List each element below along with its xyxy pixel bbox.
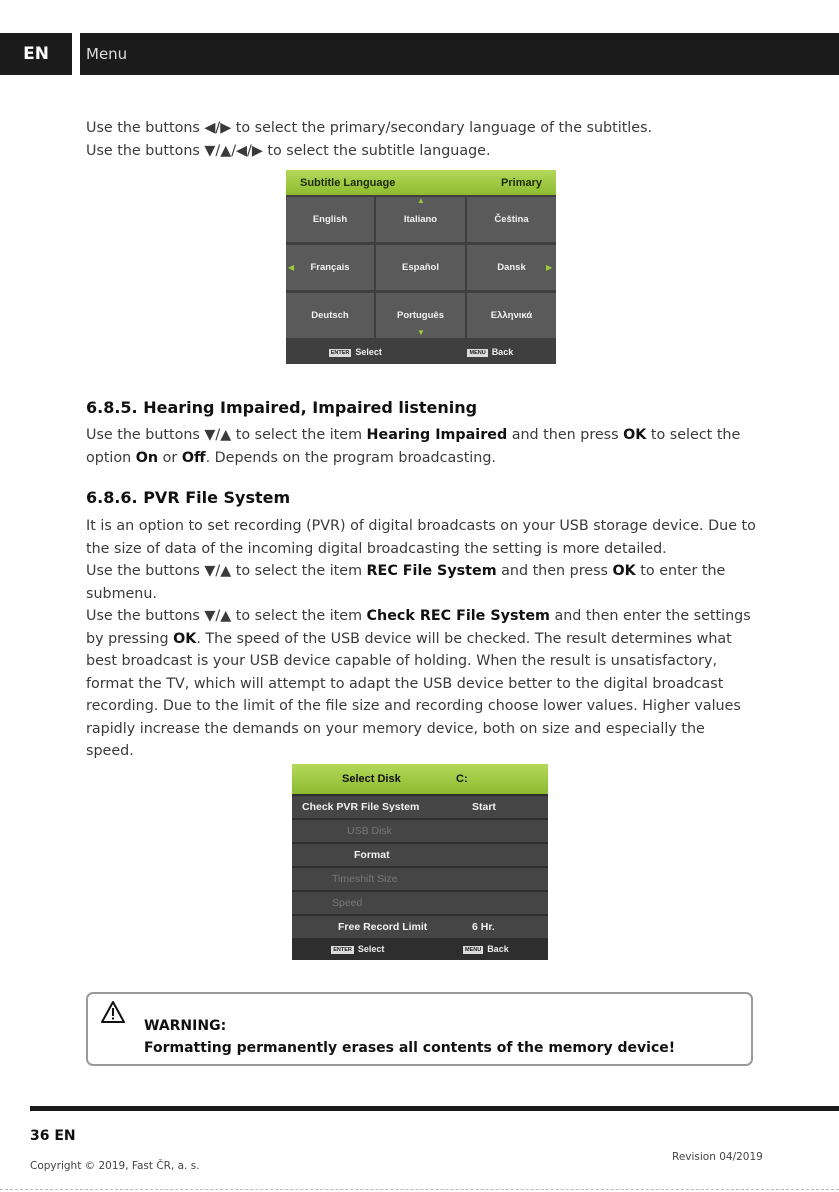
free-record-limit-row[interactable]: Free Record Limit 6 Hr. [292, 916, 548, 938]
language-grid [286, 197, 556, 338]
subtitle-panel-header [286, 170, 556, 195]
section-paragraph: It is an option to set recording (PVR) of digital broadcasts on your USB storage device. Due to the size of data of the incoming digital broadcasting the setting is more detailed. [86, 518, 756, 557]
warning-icon [100, 1000, 126, 1024]
section-paragraph: Use the buttons ▼/▲ to select the item REC File System and then press OK to enter the submenu. [86, 563, 726, 602]
select-disk-row[interactable] [292, 764, 548, 794]
section-paragraph: Use the buttons ▼/▲ to select the item Check REC File System and then enter the settings by pressing OK. The speed of the USB device will be checked. The result determines what best broadcast is your USB device capable of holding. When the result is unsatisfactory, format the TV, which will attempt to adapt the USB device better to the digital broadcast recording. Due to the limit of the file size and recording choose lower values. Higher values rapidly increase the demands on your memory device, both on size and especially the speed. [86, 608, 751, 759]
check-pvr-row[interactable]: Check PVR File System Start [292, 796, 548, 818]
menu-key-icon: MENU [464, 946, 482, 953]
language-option[interactable]: Ελληνικά [467, 293, 556, 338]
revision: Revision 04/2019 [672, 1151, 763, 1163]
language-option[interactable]: English [286, 197, 374, 242]
enter-key-icon: ENTER [333, 946, 352, 953]
subtitle-panel-footer [286, 340, 556, 364]
section-6-8-6 [86, 488, 756, 763]
select-disk-value: C: [456, 773, 468, 785]
arrow-down-icon: ▼ [417, 328, 425, 337]
header-divider [72, 33, 80, 75]
language-option[interactable]: Dansk [467, 245, 556, 290]
intro-line-2: Use the buttons ▼/▲/◀/▶ to select the subtitle language. [86, 142, 491, 159]
speed-row: Speed [292, 892, 548, 914]
language-option[interactable]: Italiano [376, 197, 465, 242]
arrow-left-icon: ◀ [288, 263, 295, 272]
warning-text: Formatting permanently erases all contents of the memory device! [144, 1040, 676, 1056]
back-hint: MENU Back [469, 347, 514, 357]
select-hint: ENTER Select [333, 944, 385, 954]
language-option[interactable]: Español [376, 245, 465, 290]
select-disk-label: Select Disk [342, 773, 401, 785]
subtitle-language-panel [286, 170, 556, 364]
section-heading: 6.8.5. Hearing Impaired, Impaired listening [86, 398, 478, 417]
page-number: 36 EN [30, 1128, 76, 1144]
arrow-right-icon: ▶ [546, 263, 553, 272]
section-heading: 6.8.6. PVR File System [86, 488, 291, 507]
cut-line [0, 1189, 839, 1190]
section-6-8-5 [86, 398, 756, 469]
timeshift-size-row: Timeshift Size [292, 868, 548, 890]
language-option[interactable]: Português [376, 293, 465, 338]
pvr-panel-footer [292, 938, 548, 960]
subtitle-panel-title: Subtitle Language [300, 176, 396, 189]
warning-title: WARNING: [144, 1018, 227, 1034]
select-hint: ENTER Select [330, 347, 382, 357]
language-option[interactable]: Deutsch [286, 293, 374, 338]
section-title: Menu [86, 45, 128, 63]
menu-key-icon: MENU [469, 349, 486, 356]
subtitle-panel-mode: Primary [501, 176, 542, 189]
enter-key-icon: ENTER [330, 349, 350, 356]
copyright: Copyright © 2019, Fast ČR, a. s. [30, 1160, 200, 1172]
language-option[interactable]: Čeština [467, 197, 556, 242]
back-hint: MENU Back [464, 944, 509, 954]
footer-rule [30, 1106, 839, 1111]
language-badge: EN [23, 44, 49, 64]
intro-line-1: Use the buttons ◀/▶ to select the primary/secondary language of the subtitles. [86, 120, 653, 136]
usb-disk-row: USB Disk [292, 820, 548, 842]
intro-text [86, 117, 756, 162]
section-paragraph: Use the buttons ▼/▲ to select the item Hearing Impaired and then press OK to select the option On or Off. Depends on the program broadcasting. [86, 427, 741, 466]
format-row[interactable]: Format [292, 844, 548, 866]
pvr-file-system-panel [292, 764, 548, 960]
arrow-up-icon: ▲ [417, 196, 425, 205]
warning-box [86, 992, 753, 1066]
language-option[interactable]: Français [286, 245, 374, 290]
